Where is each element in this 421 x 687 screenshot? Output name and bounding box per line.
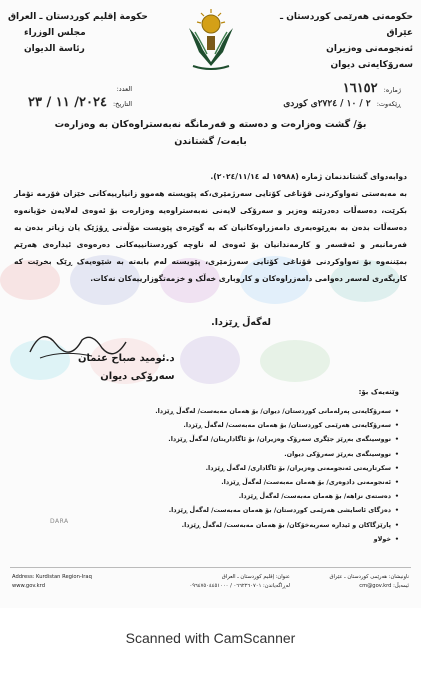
reference-block-arabic	[28, 82, 132, 111]
date-label-ar: التاريخ:	[112, 100, 133, 108]
signature-block	[78, 350, 175, 386]
cc-item: • پارێزگاکان و ئیدارە سەربەخۆکان/ بۆ هەمان مەبەست/ لەگەڵ ڕێزدا.	[19, 518, 399, 532]
signatory-title: سەرۆکی دیوان	[100, 371, 175, 382]
footer-phone: لەڕاگەیاندن: ٠٦٦٢٢٦٠٧٠١ / ٠٩٦٤٧٥٠٤٤٥١٠٠٠	[189, 583, 290, 589]
cc-item: • سکرتاریەتی ئەنجومەنی وەزیران/ بۆ ئاگاداری/ لەگەڵ ڕێزدا.	[19, 461, 399, 475]
cc-item: • خولاو	[19, 532, 399, 546]
addressee: بۆ/ گشت وەزارەت و دەستە و فەرمانگە نەبەستراوەکان بە وەزارەت	[54, 119, 367, 130]
cc-item: • دەزگای ئاسایشی هەرێمی کوردستان/ بۆ هەمان مەبەست/ لەگەڵ ڕێزدا.	[19, 503, 399, 517]
footer-website: www.gov.krd	[12, 583, 46, 589]
header-line: رئاسة الديوان	[24, 44, 85, 54]
footer-email: ئیمەیڵ: cm@gov.krd	[359, 583, 409, 589]
cc-item: • نووسینگەی بەڕێز جێگری سەرۆک وەزیران/ بۆ ئاگاداریتان/ لەگەڵ ڕێزدا.	[19, 432, 399, 446]
footer-divider	[10, 567, 411, 568]
scanner-caption: Scanned with CamScanner	[125, 630, 296, 646]
footer-address-ku: ناونیشان: هەرێمی کوردستان ـ عێراق	[329, 574, 409, 580]
cc-list	[19, 404, 399, 546]
document-date-gregorian: ٢٠٢٤/ ١١ / ٢٣	[28, 95, 107, 110]
letter-body	[14, 168, 407, 287]
signatory-name: د.ئومید صباح عثمان	[78, 353, 175, 364]
body-paragraph: بە مەبەستی تەواوکردنی قۆناغی کۆتایی سەرژمێری،کە پێویستە هەموو زانیارییەکانی خێزان فۆرمە تۆمار بکرێت، دەسەڵات دەدرێتە وەزیر و سەرۆکی لایەنی نەبەستراوەیە وەزارەت بۆ ئەوەی لەلایەن خۆیانەوە دەسەڵات بدەن بە بەڕێوەبەری دامەزراوەکانیان کە بە گوێرەی پێویست مۆڵەتی ڕۆژێک یان زیاتر بدەن بە فەرمانبەر و ئەفسەر و کارمەندانیان بۆ ئەوەی لە ناوچە کوردستانییەکانی دەرەوەی ئیدارەی هەرێم بمێننەوە بۆ تەواوکردنی قۆناغی کۆتایی سەرژمێری، پێویستە لەم بابەتە بە شێوەیەک ڕێک بخرێت کە کاریگەری لەسەر دەوامی دامەزراوەکان و کاروباری خەڵک و خزمەتگوزارییەکان نەکات.	[14, 189, 407, 283]
closing-greeting: لەگەڵ ڕێزدا.	[211, 317, 271, 328]
subject-title: بابەت/ گشتاندن	[174, 136, 247, 147]
cc-item: • دەستەی نزاهە/ بۆ هەمان مەبەست/ لەگەڵ ڕێزدا.	[19, 489, 399, 503]
cc-item: • نووسینگەی بەڕێز سەرۆکی دیوان.	[19, 447, 399, 461]
footer-arabic	[140, 573, 290, 591]
document-date-kurdish: ٢ / ١٠ / ٢٧٢٤ی کوردی	[283, 99, 371, 109]
header-line: حکومەتی هەرێمی کوردستان ـ عێراق	[279, 12, 413, 38]
footer-address-ar: عنوان: إقليم كوردستان ـ العراق	[221, 574, 290, 580]
footer-address-en: Address: Kurdistan Region-Iraq	[12, 574, 92, 580]
footer-kurdish	[330, 573, 409, 591]
cc-heading: وێنەیەک بۆ:	[358, 388, 399, 396]
header-line: حكومة إقليم كوردستان ـ العراق	[8, 12, 148, 22]
reference-block	[283, 82, 401, 111]
body-paragraph: دوابەدوای گشتاندنمان ژمارە (١٥٩٨٨ لە ٢٠٢٤/١١/١٤).	[210, 172, 407, 181]
header-line: سەرۆکایەتی دیوان	[330, 60, 413, 70]
number-label: ژمارە:	[383, 86, 401, 94]
header-kurdish	[263, 9, 413, 73]
footer-english	[12, 573, 92, 591]
subject-block	[30, 116, 391, 150]
document-number: ١٦١٥٢	[342, 81, 378, 96]
cc-item: • سەرۆکایەتی هەرێمی کوردستان/ بۆ هەمان مەبەست/ لەگەڵ ڕێزدا.	[19, 418, 399, 432]
date-label: ڕێکەوت:	[376, 100, 401, 108]
header-line: مجلس الوزراء	[24, 28, 86, 38]
header-arabic	[8, 9, 158, 57]
number-label-ar: العدد:	[116, 85, 133, 93]
header-line: ئەنجومەنی وەزیران	[326, 44, 413, 54]
kurdistan-emblem-icon	[183, 6, 239, 70]
stamp-text: DARA	[50, 518, 69, 525]
cc-item: • ئەنجومەنی دادوەری/ بۆ هەمان مەبەست/ لەگەڵ ڕێزدا.	[19, 475, 399, 489]
cc-item: • سەرۆکایەتی پەرلەمانی کوردستان/ دیوان/ بۆ هەمان مەبەست/ لەگەڵ ڕێزدا.	[19, 404, 399, 418]
